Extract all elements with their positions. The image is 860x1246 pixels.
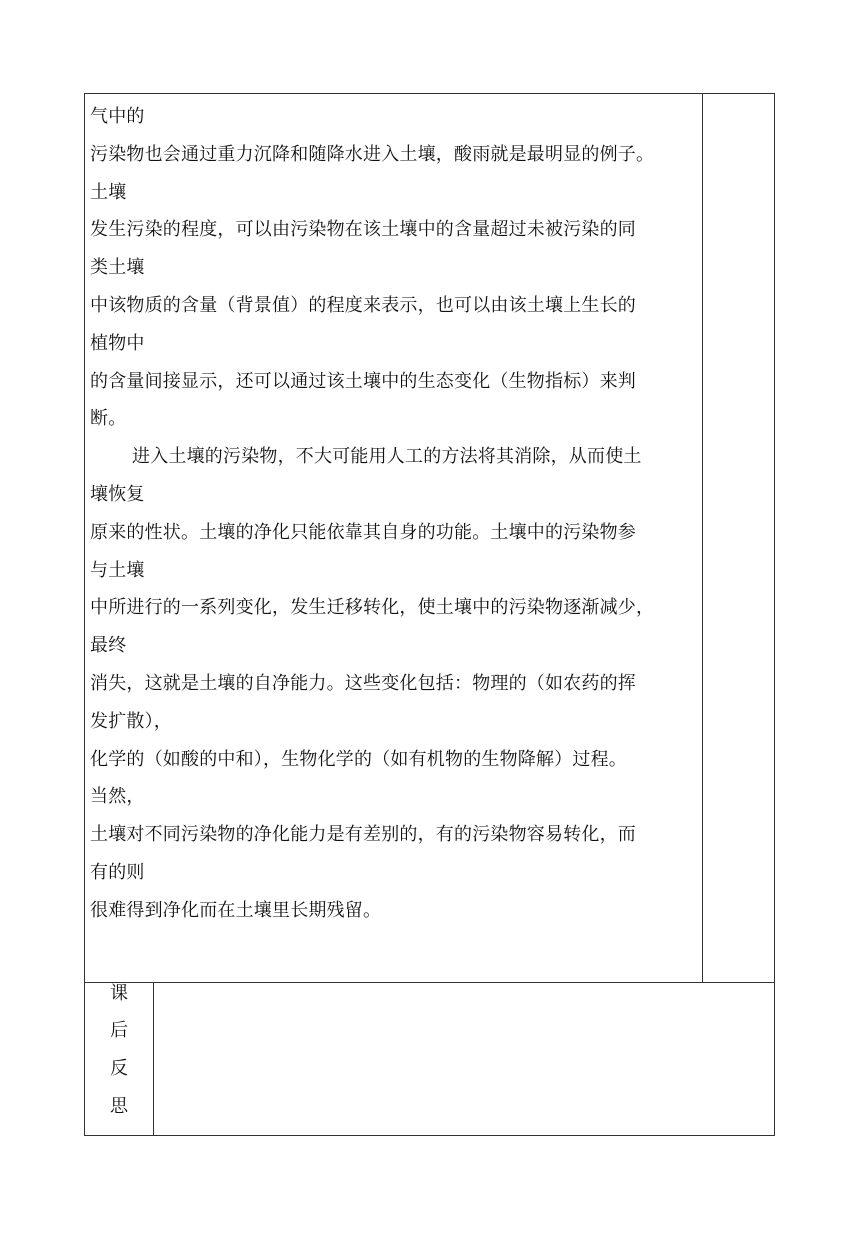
lesson-table bbox=[84, 93, 775, 1136]
content-line: 壤恢复 bbox=[90, 483, 145, 505]
content-line: 原来的性状。土壤的净化只能依靠其自身的功能。土壤中的污染物参 bbox=[90, 521, 636, 543]
content-line: 化学的（如酸的中和），生物化学的（如有机物的生物降解）过程。 bbox=[90, 748, 627, 770]
content-line: 类土壤 bbox=[90, 257, 145, 279]
content-line: 消失，这就是土壤的自净能力。这些变化包括：物理的（如农药的挥 bbox=[90, 672, 636, 694]
content-line: 断。 bbox=[90, 408, 127, 430]
side-notes-cell bbox=[703, 94, 774, 982]
content-line: 中该物质的含量（背景值）的程度来表示，也可以由该土壤上生长的 bbox=[90, 294, 636, 316]
reflection-row bbox=[85, 983, 774, 1135]
content-line: 污染物也会通过重力沉降和随降水进入土壤，酸雨就是最明显的例子。 bbox=[90, 143, 655, 165]
content-line: 很难得到净化而在土壤里长期残留。 bbox=[90, 899, 382, 921]
content-line: 发生污染的程度，可以由污染物在该土壤中的含量超过未被污染的同 bbox=[90, 219, 636, 241]
content-line: 有的则 bbox=[90, 861, 145, 883]
content-text bbox=[90, 98, 702, 930]
content-line: 气中的 bbox=[90, 106, 145, 127]
content-line: 土壤对不同污染物的净化能力是有差别的，有的污染物容易转化，而 bbox=[90, 824, 636, 846]
content-line: 最终 bbox=[90, 635, 127, 657]
content-line: 土壤 bbox=[90, 181, 127, 203]
reflection-label-char: 课 bbox=[110, 983, 128, 1004]
reflection-label-cell bbox=[85, 983, 154, 1135]
content-line: 的含量间接显示，还可以通过该土壤中的生态变化（生物指标）来判 bbox=[90, 370, 636, 392]
reflection-content-cell bbox=[154, 983, 774, 1135]
reflection-label-char: 反 bbox=[110, 1058, 128, 1079]
content-cell bbox=[85, 94, 703, 982]
content-line: 进入土壤的污染物，不大可能用人工的方法将其消除，从而使土 bbox=[132, 446, 642, 468]
reflection-label-char: 后 bbox=[110, 1020, 128, 1041]
content-line: 发扩散）， bbox=[90, 710, 172, 732]
reflection-label-char: 思 bbox=[110, 1096, 128, 1117]
content-line: 与土壤 bbox=[90, 559, 145, 581]
content-line: 当然， bbox=[90, 786, 145, 808]
content-line: 植物中 bbox=[90, 332, 145, 354]
content-row bbox=[85, 94, 774, 983]
content-line: 中所进行的一系列变化，发生迁移转化，使土壤中的污染物逐渐减少， bbox=[90, 597, 655, 619]
